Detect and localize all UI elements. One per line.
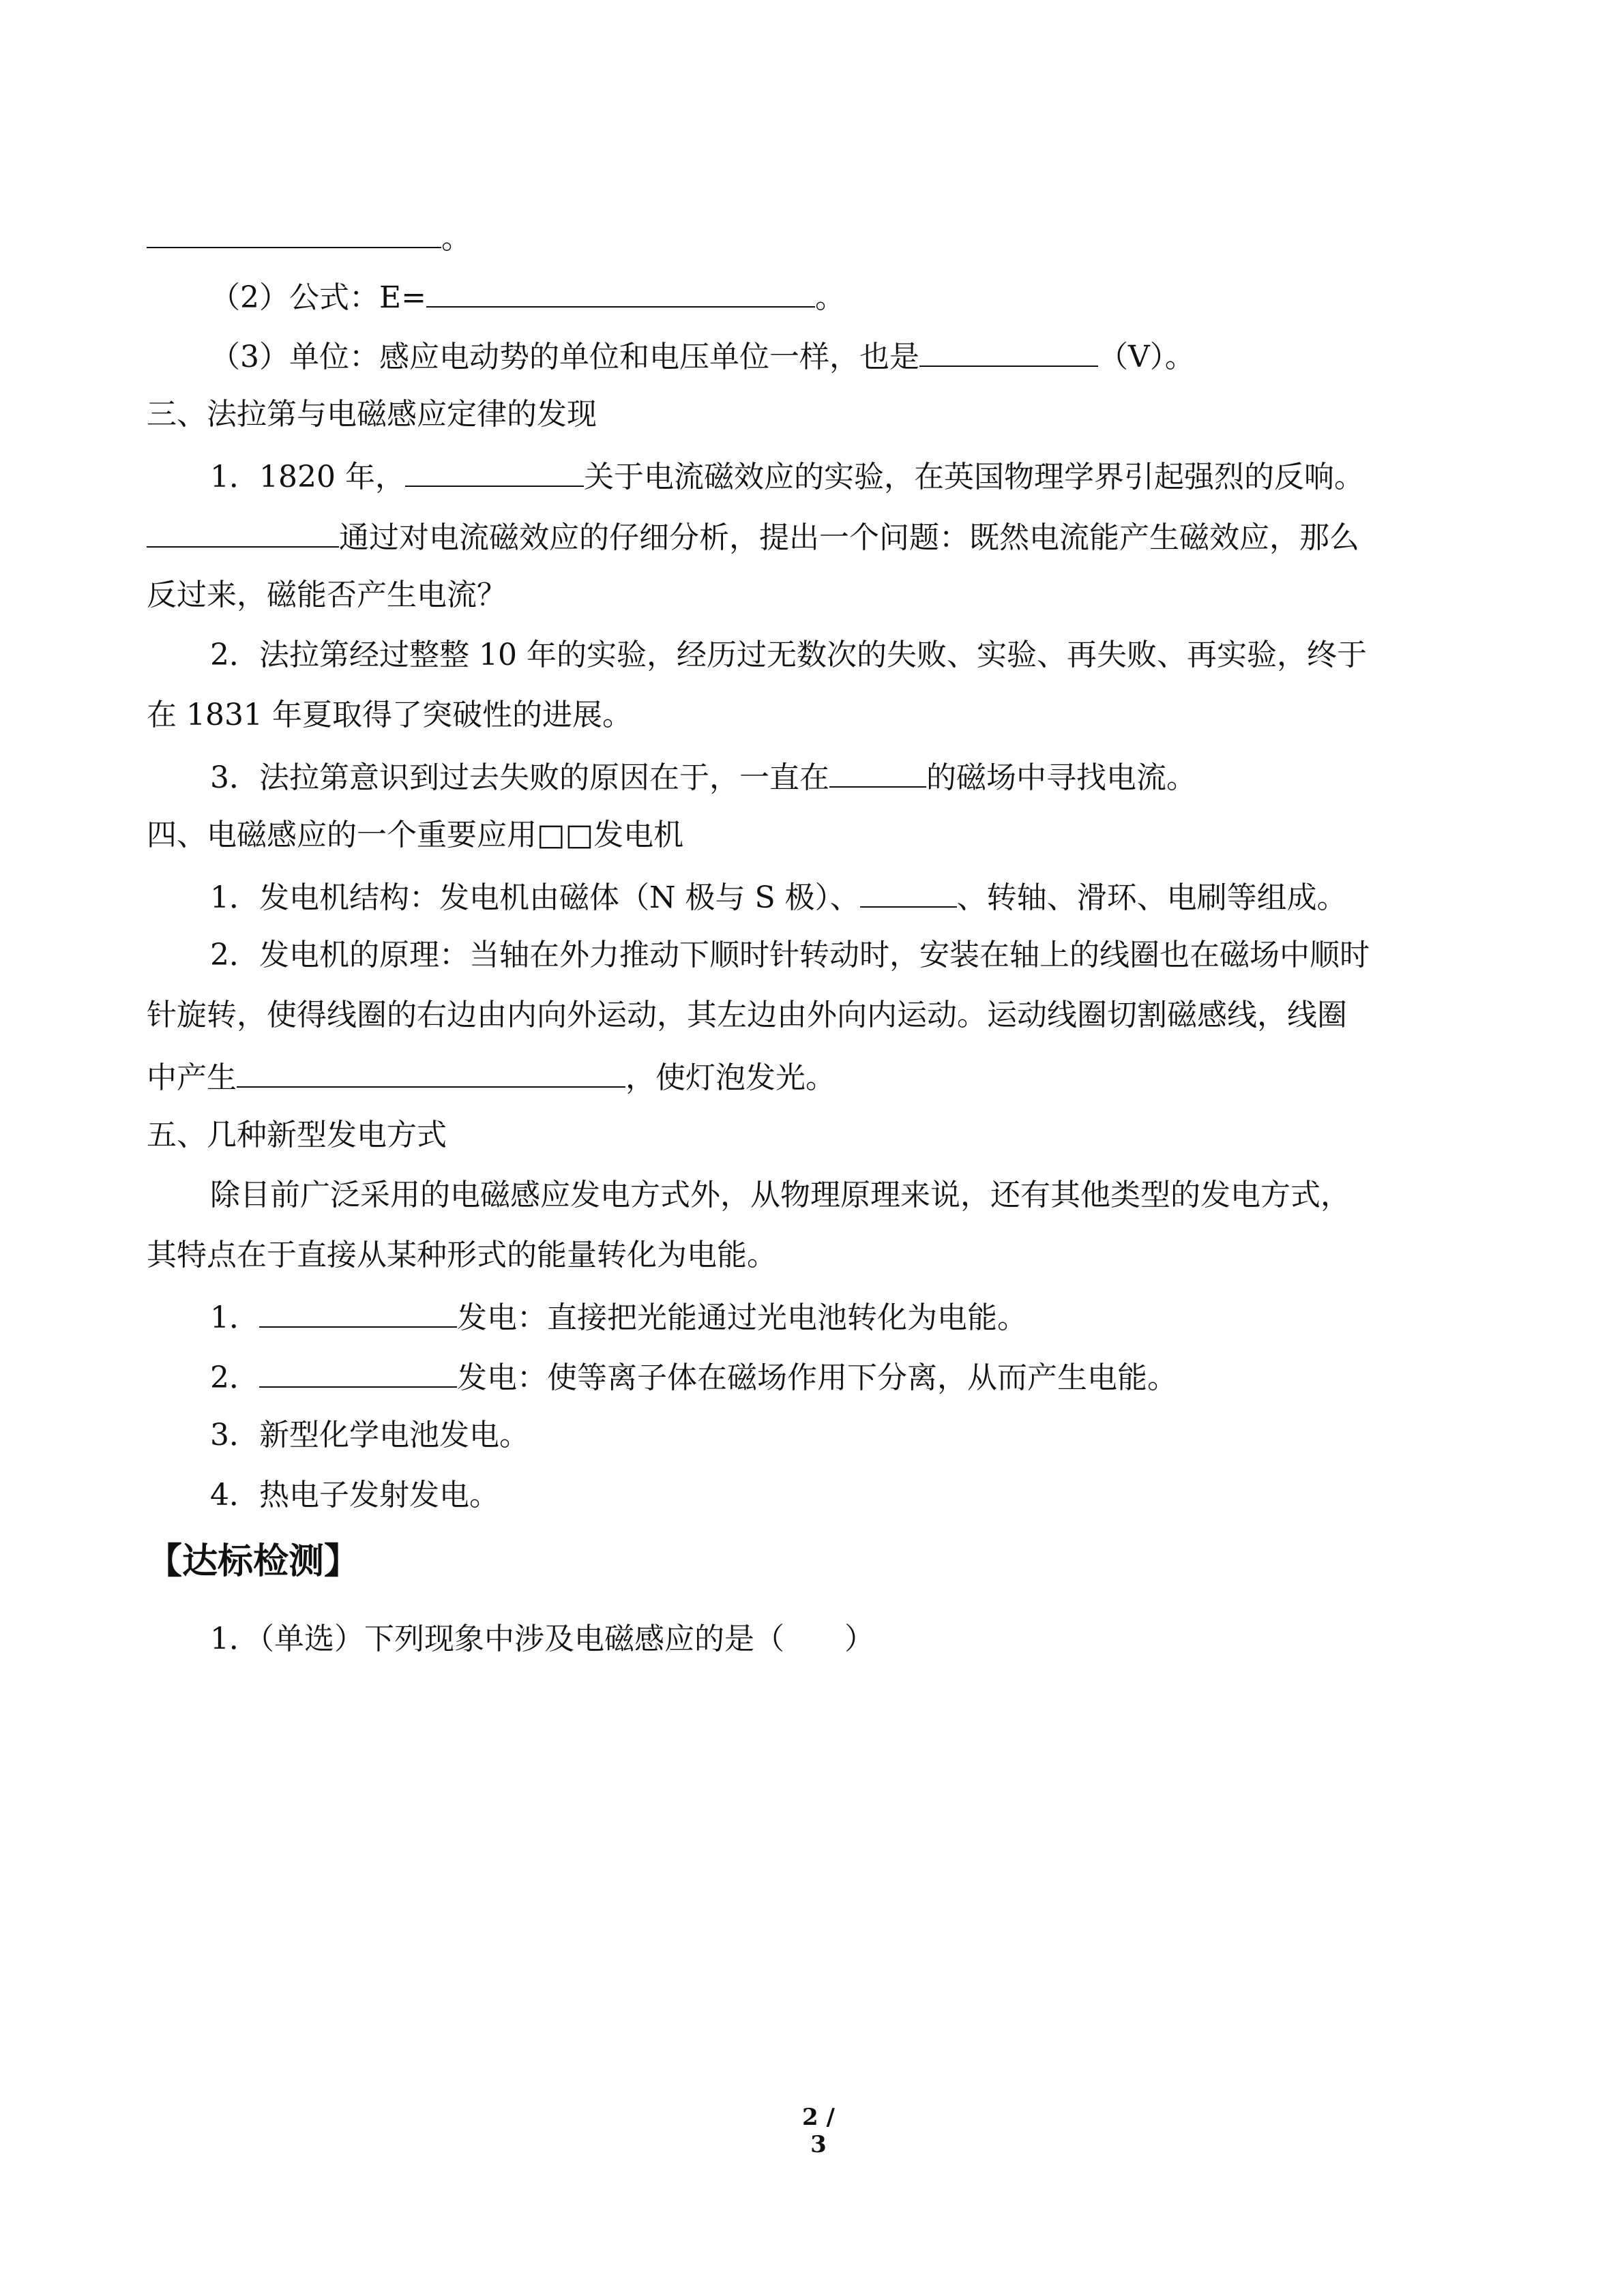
line-text: 。 xyxy=(441,221,471,256)
text-line xyxy=(210,876,1477,917)
text-line: 4．热电子发射发电。 xyxy=(210,1478,499,1512)
text-line: 2．发电机的原理：当轴在外力推动下顺时针转动时，安装在轴上的线圈也在磁场中顺时 xyxy=(210,938,1370,972)
line-text: 1． xyxy=(210,1300,259,1335)
text-line: 2．法拉第经过整整 10 年的实验，经历过无数次的失败、实验、再失败、再实验，终于 xyxy=(210,638,1367,672)
text-line xyxy=(147,217,1477,258)
fill-in-blank xyxy=(259,1296,457,1328)
line-text: 2． xyxy=(210,1360,259,1395)
text-line: 针旋转，使得线圈的右边由内向外运动，其左边由外向内运动。运动线圈切割磁感线，线圈 xyxy=(147,998,1347,1032)
line-text: 发电：直接把光能通过光电池转化为电能。 xyxy=(457,1300,1027,1335)
fill-in-blank xyxy=(147,516,339,548)
text-line: 其特点在于直接从某种形式的能量转化为电能。 xyxy=(147,1238,777,1272)
text-line: 反过来，磁能否产生电流？ xyxy=(147,578,507,612)
line-text: 中产生 xyxy=(147,1060,237,1095)
text-line xyxy=(147,516,1477,557)
fill-in-blank xyxy=(860,876,957,908)
text-line xyxy=(210,276,1477,317)
text-line xyxy=(210,1296,1477,1337)
line-text: 通过对电流磁效应的仔细分析，提出一个问题：既然电流能产生磁效应，那么 xyxy=(339,520,1359,555)
text-line: 除目前广泛采用的电磁感应发电方式外，从物理原理来说，还有其他类型的发电方式， xyxy=(210,1178,1350,1212)
text-line xyxy=(210,456,1477,496)
line-text: 、转轴、滑环、电刷等组成。 xyxy=(956,880,1347,915)
text-line: 3．新型化学电池发电。 xyxy=(210,1418,529,1452)
fill-in-blank xyxy=(237,1056,625,1088)
section-heading: 三、法拉第与电磁感应定律的发现 xyxy=(147,397,597,432)
fill-in-blank xyxy=(829,756,926,788)
section-title: 【达标检测】 xyxy=(147,1541,360,1582)
question-line: 1．（单选）下列现象中涉及电磁感应的是（ ） xyxy=(210,1622,874,1656)
section-heading: 五、几种新型发电方式 xyxy=(147,1118,447,1152)
line-text: 1．1820 年， xyxy=(210,460,405,494)
fill-in-blank xyxy=(405,456,584,487)
text-line xyxy=(210,336,1477,376)
fill-in-blank xyxy=(426,276,815,308)
text-line xyxy=(147,1056,1477,1097)
text-line xyxy=(210,1356,1477,1397)
fill-in-blank xyxy=(259,1356,457,1388)
line-text: 关于电流磁效应的实验，在英国物理学界引起强烈的反响。 xyxy=(583,460,1364,494)
line-text: （3）单位：感应电动势的单位和电压单位一样，也是 xyxy=(210,340,919,374)
fill-in-blank xyxy=(919,336,1098,367)
line-text: 3．法拉第意识到过去失败的原因在于，一直在 xyxy=(210,760,829,795)
line-text: 。 xyxy=(814,280,845,315)
text-line: 在 1831 年夏取得了突破性的进展。 xyxy=(147,698,632,732)
line-text: 发电：使等离子体在磁场作用下分离，从而产生电能。 xyxy=(457,1360,1177,1395)
text-line xyxy=(210,756,1477,797)
line-text: （2）公式：E= xyxy=(210,280,426,315)
fill-in-blank xyxy=(147,217,441,248)
page-number: 2 / 3 xyxy=(802,2104,835,2158)
line-text: 的磁场中寻找电流。 xyxy=(926,760,1196,795)
line-text: 1．发电机结构：发电机由磁体（N 极与 S 极）、 xyxy=(210,880,860,915)
line-text: ，使灯泡发光。 xyxy=(625,1060,836,1095)
line-text: （V）。 xyxy=(1098,340,1195,374)
section-heading: 四、电磁感应的一个重要应用□□发电机 xyxy=(147,818,684,852)
